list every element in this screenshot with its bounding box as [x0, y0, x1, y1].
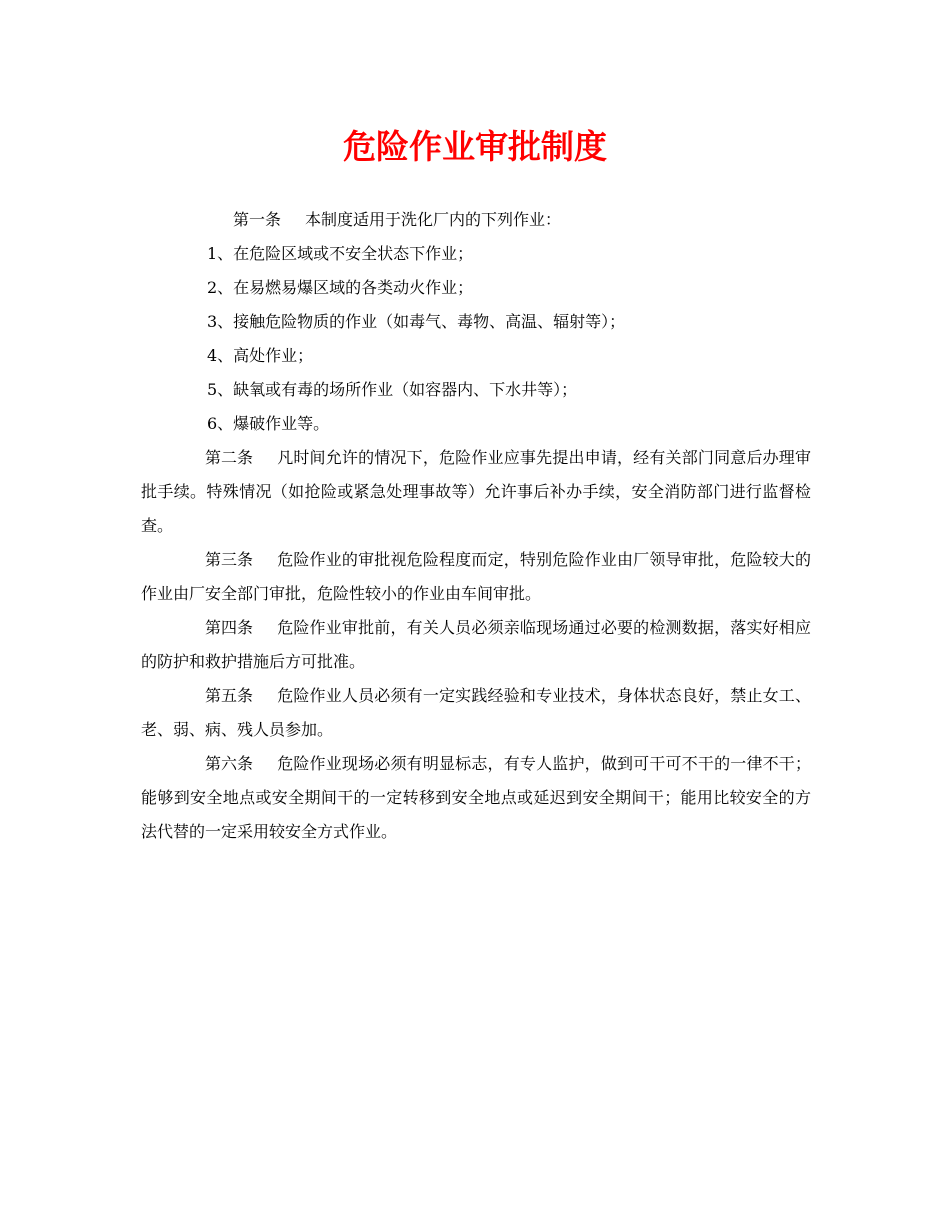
article-text: 危险作业的审批视危险程度而定，特别危险作业由厂领导审批，危险较大的作业由厂安全部门审批，危险性较小的作业由车间审批。	[141, 550, 811, 603]
article-number: 第六条	[205, 754, 254, 773]
article-text: 危险作业现场必须有明显标志，有专人监护，做到可干可不干的一律不干；能够到安全地点或安全期间干的一定转移到安全地点或延迟到安全期间干；能用比较安全的方法代替的一定采用较安全方式作业。	[141, 754, 811, 841]
article-5	[141, 679, 811, 747]
list-item: 2、在易燃易爆区域的各类动火作业；	[207, 278, 474, 297]
document-body	[141, 203, 811, 849]
article-number: 第一条	[233, 210, 282, 229]
article-6	[141, 747, 811, 849]
article-1	[141, 203, 811, 237]
article-text: 本制度适用于洗化厂内的下列作业：	[305, 210, 562, 229]
list-item: 4、高处作业；	[207, 346, 314, 365]
article-text: 危险作业人员必须有一定实践经验和专业技术，身体状态良好，禁止女工、老、弱、病、残人员参加。	[141, 686, 811, 739]
list-item: 5、缺氧或有毒的场所作业（如容器内、下水井等）；	[207, 380, 578, 399]
article-number: 第五条	[205, 686, 254, 705]
list-item: 6、爆破作业等。	[207, 414, 330, 433]
article-number: 第二条	[205, 448, 254, 467]
article-3	[141, 543, 811, 611]
document-title: 危险作业审批制度	[343, 127, 607, 166]
article-text: 凡时间允许的情况下，危险作业应事先提出申请，经有关部门同意后办理审批手续。特殊情况（如抢险或紧急处理事故等）允许事后补办手续，安全消防部门进行监督检查。	[141, 448, 811, 535]
article-number: 第三条	[205, 550, 254, 569]
list-item: 3、接触危险物质的作业（如毒气、毒物、高温、辐射等）；	[207, 312, 626, 331]
article-4	[141, 611, 811, 679]
article-number: 第四条	[205, 618, 254, 637]
article-2	[141, 441, 811, 543]
list-item: 1、在危险区域或不安全状态下作业；	[207, 244, 474, 263]
article-text: 危险作业审批前，有关人员必须亲临现场通过必要的检测数据，落实好相应的防护和救护措施后方可批准。	[141, 618, 811, 671]
